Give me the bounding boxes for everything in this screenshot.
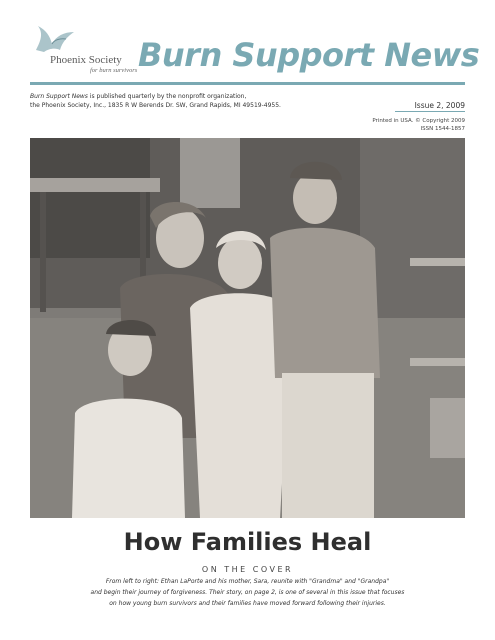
phoenix-society-logo [30, 22, 138, 80]
publication-name: Burn Support News [30, 93, 88, 100]
cover-caption-line-3: on how young burn survivors and their families have moved forward following their injuries. [109, 600, 386, 607]
cover-caption-line-2: and begin their journey of forgiveness. Their story, on page 2, is one of several in this issue that focuses [90, 589, 405, 596]
publication-info-line-2: the Phoenix Society, Inc., 1835 R W Berends Dr. SW, Grand Rapids, MI 49519-4955. [30, 102, 281, 109]
issn-line: ISSN 1544-1857 [420, 126, 465, 132]
cover-headline: How Families Heal [123, 528, 372, 556]
cover-photo [30, 138, 465, 518]
logo-name: Phoenix Society [50, 54, 122, 66]
cover-caption-line-1: From left to right: Ethan LaPorte and his mother, Sara, reunite with "Grandma" and "Grandpa" [105, 578, 390, 585]
logo-tagline: for burn survivors [90, 67, 138, 74]
copyright-line: Printed in USA. © Copyright 2009 [372, 118, 465, 124]
publication-info-line-1 [30, 93, 246, 100]
newsletter-title: Burn Support News [138, 36, 480, 74]
masthead-rule [30, 82, 465, 85]
publication-info-text: is published quarterly by the nonprofit organization, [87, 93, 247, 100]
on-the-cover-label: ON THE COVER [201, 565, 294, 574]
issue-rule [395, 111, 465, 112]
issue-number: Issue 2, 2009 [414, 101, 465, 110]
